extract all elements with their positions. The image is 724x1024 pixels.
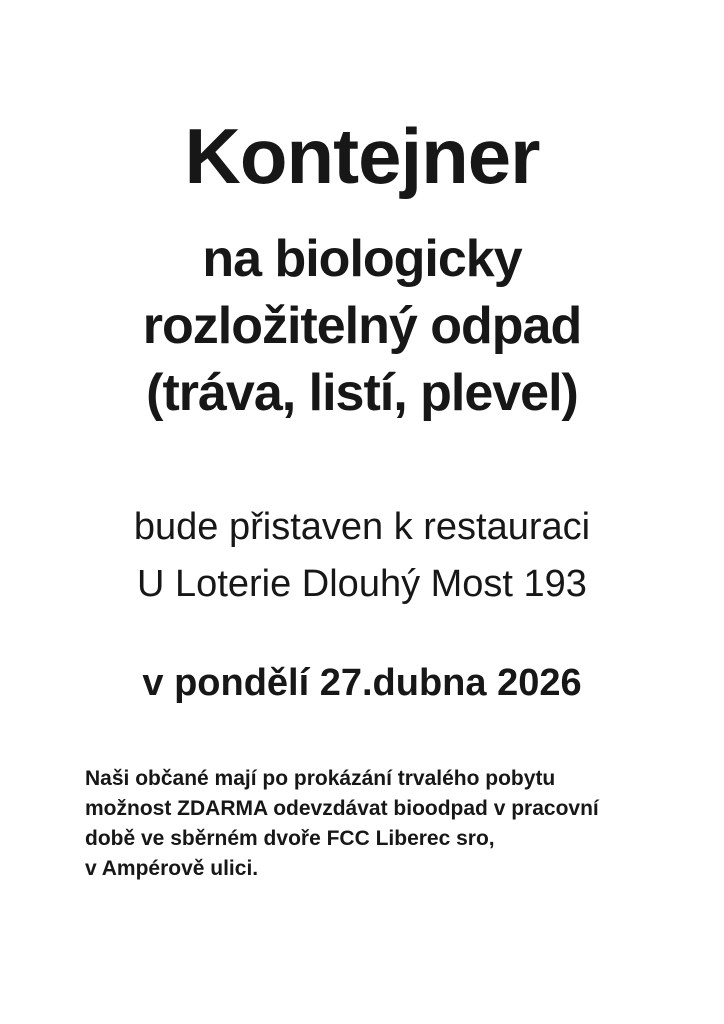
poster-subtitle [0,226,724,427]
poster-title: Kontejner [184,112,540,200]
footer-line-4: v Ampérově ulici. [85,856,259,880]
footer-note [0,764,724,884]
location-line-2: U Loterie Dlouhý Most 193 [137,562,587,605]
subtitle-line-3: (tráva, listí, plevel) [146,363,578,422]
event-date: v pondělí 27.dubna 2026 [142,661,582,704]
subtitle-line-2: rozložitelný odpad [142,296,582,355]
footer-line-3: době ve sběrném dvoře FCC Liberec sro, [85,826,495,850]
subtitle-line-1: na biologicky [202,229,522,288]
footer-line-1: Naši občané mají po prokázání trvalého pobytu [85,766,556,790]
location-info [0,499,724,613]
footer-line-2: možnost ZDARMA odevzdávat bioodpad v pracovní [85,796,599,820]
location-line-1: bude přistaven k restauraci [133,505,591,548]
